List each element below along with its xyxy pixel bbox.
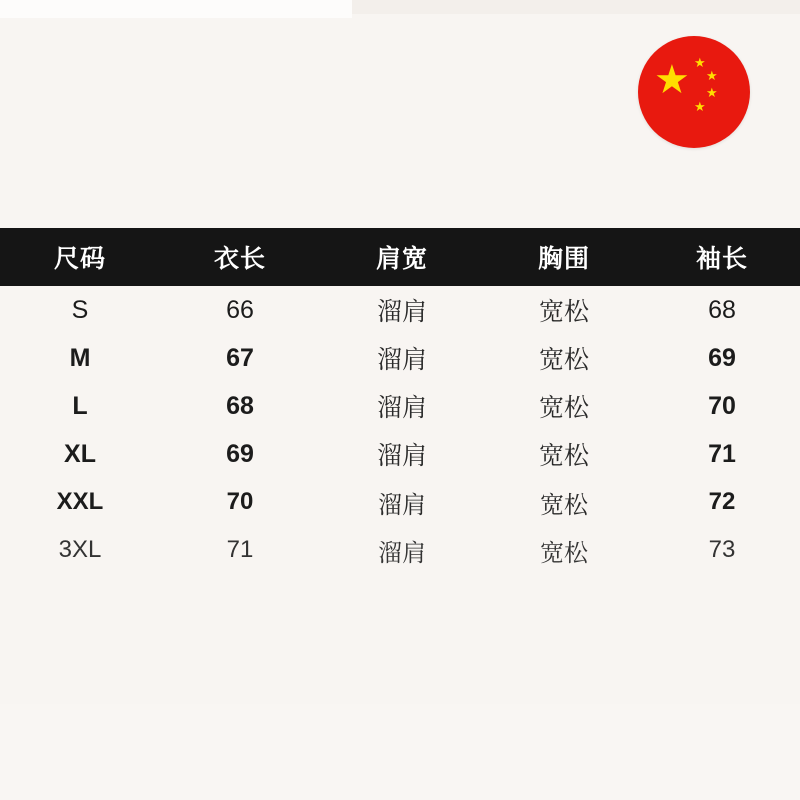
cell-bust: 宽松 <box>538 298 589 326</box>
cell-sleeve: 68 <box>708 295 736 324</box>
cell-length: 70 <box>226 488 254 515</box>
cell-shoulder: 溜肩 <box>376 394 427 422</box>
cell-shoulder: 溜肩 <box>376 442 427 470</box>
cell-sleeve: 71 <box>708 439 736 468</box>
column-header-size: 尺码 <box>53 245 106 273</box>
flag-star-small-3: ★ <box>706 85 718 100</box>
table-header-row <box>0 228 800 286</box>
background-panel-right <box>352 0 800 14</box>
cell-bust: 宽松 <box>538 442 589 470</box>
table-body <box>0 286 800 574</box>
cell-bust: 宽松 <box>540 539 588 567</box>
table-row <box>0 430 800 478</box>
table-row <box>0 334 800 382</box>
cell-size: S <box>71 295 89 324</box>
cell-size: 3XL <box>58 536 102 563</box>
table-row <box>0 382 800 430</box>
column-header-shoulder: 肩宽 <box>375 245 428 273</box>
cell-shoulder: 溜肩 <box>378 491 426 519</box>
cell-bust: 宽松 <box>538 346 589 374</box>
china-flag-badge <box>638 36 750 148</box>
flag-star-small-2: ★ <box>706 68 718 83</box>
table-header <box>0 228 800 286</box>
background-panel-left <box>0 0 352 18</box>
background-band-bottom <box>0 704 800 800</box>
cell-bust: 宽松 <box>538 394 589 422</box>
column-header-length: 衣长 <box>213 245 266 273</box>
cell-size: L <box>72 391 88 420</box>
cell-sleeve: 72 <box>708 488 736 515</box>
cell-length: 68 <box>226 391 254 420</box>
cell-size: XL <box>64 439 96 468</box>
flag-star-small-1: ★ <box>694 55 706 70</box>
cell-shoulder: 溜肩 <box>376 346 427 374</box>
cell-length: 66 <box>226 295 254 324</box>
size-chart-table <box>0 228 800 574</box>
table-row <box>0 526 800 574</box>
cell-sleeve: 70 <box>708 391 736 420</box>
table-row <box>0 478 800 526</box>
cell-size: XXL <box>56 488 104 515</box>
cell-sleeve: 73 <box>708 536 736 563</box>
cell-length: 67 <box>226 343 254 372</box>
cell-length: 69 <box>226 439 254 468</box>
cell-length: 71 <box>226 536 254 563</box>
flag-star-small-4: ★ <box>694 99 706 114</box>
cell-shoulder: 溜肩 <box>378 539 426 567</box>
cell-size: M <box>69 343 91 372</box>
column-header-sleeve: 袖长 <box>695 245 748 273</box>
table-row <box>0 286 800 334</box>
cell-bust: 宽松 <box>540 491 588 519</box>
cell-sleeve: 69 <box>708 343 736 372</box>
cell-shoulder: 溜肩 <box>376 298 427 326</box>
flag-star-large: ★ <box>654 58 690 102</box>
column-header-bust: 胸围 <box>537 245 590 273</box>
